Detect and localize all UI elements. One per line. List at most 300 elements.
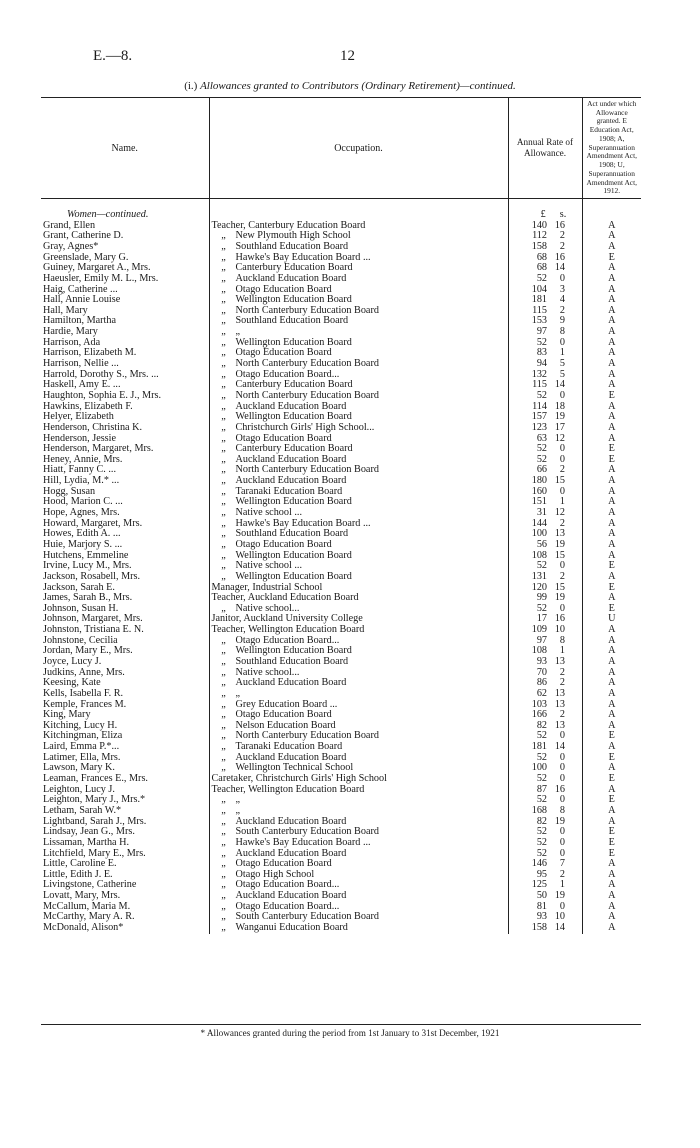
act-code: A — [608, 880, 616, 891]
rate-shillings: 0 — [559, 837, 565, 848]
occupation-cell — [209, 763, 508, 774]
annual-rate-cell — [508, 721, 582, 732]
annual-rate-cell — [508, 753, 582, 764]
table-row — [41, 923, 641, 934]
act-code: A — [608, 263, 616, 274]
rate-pounds: 52 — [536, 454, 547, 465]
occupation-cell — [209, 902, 508, 913]
table-row — [41, 572, 641, 583]
table-row — [41, 242, 641, 253]
ditto-mark: „ — [221, 316, 226, 327]
occupation-cell — [209, 487, 508, 498]
act-code: E — [608, 848, 615, 859]
table-row — [41, 402, 641, 413]
ditto-mark: „ — [221, 284, 226, 295]
act-code: A — [608, 891, 616, 902]
contributor-name: Leaman, Frances E., Mrs. — [41, 774, 209, 785]
ditto-mark: „ — [221, 263, 226, 274]
annual-rate-cell — [508, 689, 582, 700]
rate-pounds: 70 — [536, 667, 547, 678]
annual-rate-cell — [508, 540, 582, 551]
ditto-mark: „ — [221, 635, 226, 646]
ditto-mark: „ — [221, 561, 226, 572]
rate-shillings: 16 — [554, 252, 565, 263]
act-code: A — [608, 220, 616, 231]
rate-pounds: 82 — [536, 816, 547, 827]
ditto-mark: „ — [221, 476, 226, 487]
contributor-name: Hill, Lydia, M.* ... — [41, 476, 209, 487]
annual-rate-cell — [508, 529, 582, 540]
occupation-text: Native school... — [235, 667, 300, 678]
occupation-cell — [209, 625, 508, 636]
rate-shillings: 14 — [554, 923, 565, 933]
ditto-mark: „ — [221, 848, 226, 859]
occupation-text: Otago Education Board — [235, 433, 332, 444]
occupation-text: Southland Education Board — [235, 656, 349, 667]
contributor-name: Harrold, Dorothy S., Mrs. ... — [41, 370, 209, 381]
table-row — [41, 742, 641, 753]
rate-shillings: 2 — [559, 242, 565, 252]
act-code: A — [608, 784, 616, 795]
act-code: A — [608, 295, 616, 306]
annual-rate-cell — [508, 295, 582, 306]
ditto-mark: „ — [221, 273, 226, 284]
rate-pounds: 52 — [536, 837, 547, 848]
contributor-name: Haeusler, Emily M. L., Mrs. — [41, 274, 209, 285]
table-row — [41, 338, 641, 349]
act-code: A — [608, 422, 616, 433]
rate-pounds: 109 — [531, 625, 547, 636]
occupation-text: Teacher, Wellington Education Board — [211, 784, 365, 795]
table-row — [41, 519, 641, 530]
annual-rate-cell — [508, 859, 582, 870]
ditto-mark: „ — [221, 539, 226, 550]
annual-rate-cell — [508, 891, 582, 902]
annual-rate-cell — [508, 338, 582, 349]
ditto-mark: „ — [221, 486, 226, 497]
annual-rate-cell — [508, 263, 582, 274]
contributor-name: Howes, Edith A. ... — [41, 529, 209, 540]
rate-pounds: 132 — [531, 369, 547, 380]
occupation-text: South Canterbury Education Board — [235, 912, 379, 923]
rate-pounds: 140 — [531, 220, 547, 231]
annual-rate-cell — [508, 434, 582, 445]
annual-rate-cell — [508, 487, 582, 498]
ditto-mark: „ — [221, 337, 226, 348]
rate-shillings: 0 — [559, 774, 565, 785]
ditto-mark: „ — [221, 646, 226, 657]
ditto-mark: „ — [221, 795, 226, 806]
table-row — [41, 423, 641, 434]
rate-shillings: 8 — [559, 327, 565, 338]
table-row — [41, 561, 641, 572]
contributor-name: Lovatt, Mary, Mrs. — [41, 891, 209, 902]
contributor-name: King, Mary — [41, 710, 209, 721]
occupation-text: Nelson Education Board — [235, 720, 336, 731]
rate-pounds: 93 — [536, 912, 547, 923]
table-row — [41, 625, 641, 636]
rate-pounds: 31 — [536, 508, 547, 519]
ditto-mark: „ — [221, 518, 226, 529]
ditto-mark: „ — [221, 678, 226, 689]
ditto-mark: „ — [221, 837, 226, 848]
subheading: Women—continued. — [41, 210, 209, 221]
act-code: A — [608, 923, 616, 933]
caption-title: Allowances granted to Contributors (Ordinary Retirement)—continued. — [200, 80, 516, 92]
act-code: A — [608, 805, 616, 816]
rate-shillings: 5 — [559, 369, 565, 380]
rate-pounds: 99 — [536, 593, 547, 604]
annual-rate-cell — [508, 231, 582, 242]
ditto-mark: „ — [221, 805, 226, 816]
rate-shillings: 13 — [554, 720, 565, 731]
ditto-mark: „ — [221, 231, 226, 242]
table-row — [41, 774, 641, 785]
rate-pounds: 97 — [536, 635, 547, 646]
contributor-name: Keesing, Kate — [41, 678, 209, 689]
act-code: A — [608, 869, 616, 880]
rate-pounds: 52 — [536, 848, 547, 859]
act-code: A — [608, 742, 616, 753]
annual-rate-cell — [508, 742, 582, 753]
rate-pounds: 151 — [531, 497, 547, 508]
ditto-mark: „ — [221, 295, 226, 306]
ditto-mark: „ — [221, 550, 226, 561]
occupation-cell — [209, 891, 508, 902]
occupation-cell — [209, 817, 508, 828]
rate-pounds: 52 — [536, 795, 547, 806]
occupation-cell — [209, 476, 508, 487]
occupation-cell — [209, 540, 508, 551]
rate-shillings: 4 — [559, 295, 565, 306]
table-row — [41, 902, 641, 913]
annual-rate-cell — [508, 359, 582, 370]
table-row — [41, 870, 641, 881]
rate-shillings: 19 — [554, 891, 565, 902]
table-row — [41, 827, 641, 838]
occupation-text: Southland Education Board — [235, 242, 349, 252]
table-row — [41, 540, 641, 551]
table-row — [41, 263, 641, 274]
act-code: A — [608, 646, 616, 657]
occupation-text: Wellington Education Board — [235, 295, 352, 306]
act-code: E — [608, 561, 615, 572]
contributor-name: Helyer, Elizabeth — [41, 412, 209, 423]
contributor-name: Howard, Margaret, Mrs. — [41, 519, 209, 530]
rate-shillings: 0 — [559, 561, 565, 572]
table-row — [41, 455, 641, 466]
rate-pounds: 52 — [536, 731, 547, 742]
annual-rate-cell — [508, 327, 582, 338]
rate-shillings: 2 — [559, 305, 565, 316]
table-row — [41, 806, 641, 817]
occupation-text: Teacher, Canterbury Education Board — [211, 220, 366, 231]
contributor-name: Heney, Annie, Mrs. — [41, 455, 209, 466]
annual-rate-cell — [508, 444, 582, 455]
table-row — [41, 285, 641, 296]
annual-rate-cell — [508, 423, 582, 434]
act-code: E — [608, 454, 615, 465]
rate-pounds: 52 — [536, 337, 547, 348]
annual-rate-cell — [508, 710, 582, 721]
rate-pounds: 50 — [536, 891, 547, 902]
act-code: A — [608, 508, 616, 519]
table-row — [41, 316, 641, 327]
annual-rate-cell — [508, 572, 582, 583]
act-code: A — [608, 625, 616, 636]
occupation-text: Canterbury Education Board — [235, 380, 353, 391]
annual-rate-cell — [508, 817, 582, 828]
rate-shillings: 9 — [559, 316, 565, 327]
ditto-mark: „ — [221, 422, 226, 433]
occupation-text: Wellington Technical School — [235, 763, 354, 774]
table-row — [41, 444, 641, 455]
ditto-mark: „ — [221, 859, 226, 870]
rate-pounds: 52 — [536, 603, 547, 614]
occupation-cell — [209, 880, 508, 891]
rate-pounds: 86 — [536, 678, 547, 689]
annual-rate-cell — [508, 806, 582, 817]
table-row — [41, 359, 641, 370]
occupation-text: Otago Education Board... — [235, 635, 340, 646]
act-code: E — [608, 837, 615, 848]
occupation-text: Hawke's Bay Education Board ... — [235, 837, 371, 848]
rate-shillings: 2 — [559, 678, 565, 689]
occupation-text: South Canterbury Education Board — [235, 827, 379, 838]
table-row — [41, 912, 641, 923]
contributor-name: Hawkins, Elizabeth F. — [41, 402, 209, 413]
rate-pounds: 52 — [536, 774, 547, 785]
contributor-name: Irvine, Lucy M., Mrs. — [41, 561, 209, 572]
rate-pounds: 114 — [532, 401, 547, 412]
rate-shillings: 15 — [554, 476, 565, 487]
annual-rate-cell — [508, 508, 582, 519]
occupation-cell — [209, 221, 508, 232]
occupation-cell — [209, 253, 508, 264]
ditto-mark: „ — [221, 508, 226, 519]
occupation-text: Auckland Education Board — [235, 816, 347, 827]
act-code: A — [608, 763, 616, 774]
act-code: A — [608, 518, 616, 529]
rate-shillings: 16 — [554, 614, 565, 625]
occupation-cell — [209, 593, 508, 604]
contributor-name: Kitching, Lucy H. — [41, 721, 209, 732]
ditto-mark: „ — [221, 305, 226, 316]
section-reference: E.—8. — [93, 48, 133, 64]
column-header-occupation: Occupation. — [209, 98, 508, 199]
footnote: * Allowances granted during the period from 1st January to 31st December, 1921 — [200, 1028, 500, 1038]
annual-rate-cell — [508, 827, 582, 838]
contributor-name: Livingstone, Catherine — [41, 880, 209, 891]
annual-rate-cell — [508, 657, 582, 668]
rate-pounds: 168 — [531, 805, 547, 816]
table-body — [41, 199, 641, 934]
table-row — [41, 731, 641, 742]
ditto-mark: „ — [221, 571, 226, 582]
occupation-cell — [209, 370, 508, 381]
rate-pounds: 158 — [531, 923, 547, 933]
act-code: A — [608, 710, 616, 721]
occupation-cell — [209, 551, 508, 562]
table-row — [41, 785, 641, 796]
units-cell — [508, 210, 582, 221]
ditto-mark: „ — [221, 380, 226, 391]
ditto-mark: „ — [221, 901, 226, 912]
rate-shillings: 14 — [554, 263, 565, 274]
occupation-cell — [209, 327, 508, 338]
occupation-text: Auckland Education Board — [235, 401, 347, 412]
table-row — [41, 838, 641, 849]
table-row — [41, 380, 641, 391]
table-caption — [0, 80, 700, 92]
occupation-text: Auckland Education Board — [235, 752, 347, 763]
contributor-name: Hogg, Susan — [41, 487, 209, 498]
annual-rate-cell — [508, 274, 582, 285]
act-code: A — [608, 571, 616, 582]
annual-rate-cell — [508, 497, 582, 508]
occupation-cell — [209, 721, 508, 732]
ditto-mark: „ — [221, 497, 226, 508]
occupation-text: North Canterbury Education Board — [235, 305, 379, 316]
rate-shillings: 0 — [559, 390, 565, 401]
rate-pounds: 93 — [536, 656, 547, 667]
rate-pounds: 120 — [531, 582, 547, 593]
occupation-cell — [209, 795, 508, 806]
rate-shillings: 13 — [554, 688, 565, 699]
annual-rate-cell — [508, 849, 582, 860]
act-code: A — [608, 433, 616, 444]
contributor-name: Hood, Marion C. ... — [41, 497, 209, 508]
rate-pounds: 87 — [536, 784, 547, 795]
act-code: E — [608, 603, 615, 614]
table-row — [41, 763, 641, 774]
table-row — [41, 253, 641, 264]
column-header-act: Act under which Allowance granted. E Education Act, 1908; A, Superannuation Amendment Act, 1908; U, Superannuation Amendment Act, 1912. — [582, 98, 641, 199]
act-code: A — [608, 497, 616, 508]
annual-rate-cell — [508, 285, 582, 296]
occupation-cell — [209, 710, 508, 721]
contributor-name: Grand, Ellen — [41, 221, 209, 232]
occupation-text: Wellington Education Board — [235, 646, 352, 657]
ditto-mark: „ — [221, 752, 226, 763]
occupation-text: Canterbury Education Board — [235, 263, 353, 274]
contributor-name: Hiatt, Fanny C. ... — [41, 465, 209, 476]
annual-rate-cell — [508, 476, 582, 487]
rate-shillings: 0 — [559, 752, 565, 763]
rate-pounds: 125 — [531, 880, 547, 891]
occupation-cell — [209, 380, 508, 391]
occupation-text: Otago Education Board... — [235, 880, 340, 891]
rate-shillings: 19 — [554, 539, 565, 550]
rate-pounds: 52 — [536, 752, 547, 763]
contributor-name: Gray, Agnes* — [41, 242, 209, 253]
table-row — [41, 593, 641, 604]
ditto-mark: „ — [221, 390, 226, 401]
act-code: A — [608, 380, 616, 391]
page-number: 12 — [340, 48, 355, 64]
table-row — [41, 412, 641, 423]
occupation-text: Wanganui Education Board — [235, 923, 348, 933]
contributor-name: Hardie, Mary — [41, 327, 209, 338]
ditto-mark: „ — [221, 816, 226, 827]
occupation-cell — [209, 859, 508, 870]
rate-shillings: 1 — [559, 497, 565, 508]
table-row — [41, 859, 641, 870]
occupation-text: Hawke's Bay Education Board ... — [235, 518, 371, 529]
contributor-name: Hutchens, Emmeline — [41, 551, 209, 562]
rate-pounds: 112 — [532, 231, 547, 242]
ditto-mark: „ — [221, 742, 226, 753]
rate-pounds: 131 — [531, 571, 547, 582]
ditto-mark: „ — [221, 444, 226, 455]
contributor-name: Little, Edith J. E. — [41, 870, 209, 881]
rate-shillings: 0 — [559, 731, 565, 742]
act-code: E — [608, 582, 615, 593]
table-row — [41, 434, 641, 445]
rate-shillings: 13 — [554, 656, 565, 667]
table-row — [41, 487, 641, 498]
rate-pounds: 166 — [531, 710, 547, 721]
allowances-table-wrapper — [41, 97, 641, 934]
annual-rate-cell — [508, 593, 582, 604]
ditto-mark: „ — [221, 433, 226, 444]
occupation-cell — [209, 359, 508, 370]
table-row — [41, 604, 641, 615]
rate-shillings: 0 — [559, 444, 565, 455]
occupation-cell — [209, 412, 508, 423]
occupation-cell — [209, 583, 508, 594]
annual-rate-cell — [508, 902, 582, 913]
act-code: E — [608, 444, 615, 455]
rate-pounds: 181 — [531, 742, 547, 753]
rate-pounds: 52 — [536, 561, 547, 572]
rate-shillings: 0 — [559, 901, 565, 912]
act-code: A — [608, 859, 616, 870]
act-code: A — [608, 242, 616, 252]
rate-shillings: 13 — [554, 529, 565, 540]
rate-shillings: 8 — [559, 805, 565, 816]
annual-rate-cell — [508, 391, 582, 402]
contributor-name: Hall, Mary — [41, 306, 209, 317]
annual-rate-cell — [508, 370, 582, 381]
occupation-cell — [209, 295, 508, 306]
occupation-cell — [209, 753, 508, 764]
act-code: E — [608, 752, 615, 763]
annual-rate-cell — [508, 465, 582, 476]
contributor-name: Johnson, Margaret, Mrs. — [41, 614, 209, 625]
occupation-text: Teacher, Auckland Education Board — [211, 593, 359, 604]
ditto-mark: „ — [221, 656, 226, 667]
rate-shillings: 10 — [554, 912, 565, 923]
contributor-name: Hall, Annie Louise — [41, 295, 209, 306]
annual-rate-cell — [508, 880, 582, 891]
occupation-cell — [209, 242, 508, 253]
contributor-name: Lindsay, Jean G., Mrs. — [41, 827, 209, 838]
occupation-cell — [209, 689, 508, 700]
act-code: A — [608, 284, 616, 295]
act-code: A — [608, 667, 616, 678]
rate-shillings: 10 — [554, 625, 565, 636]
act-code: A — [608, 476, 616, 487]
annual-rate-cell — [508, 700, 582, 711]
table-row — [41, 689, 641, 700]
rate-shillings: 5 — [559, 359, 565, 370]
occupation-cell — [209, 423, 508, 434]
act-code: A — [608, 539, 616, 550]
rate-pounds: 52 — [536, 390, 547, 401]
rate-pounds: 17 — [536, 614, 547, 625]
ditto-mark: „ — [221, 827, 226, 838]
